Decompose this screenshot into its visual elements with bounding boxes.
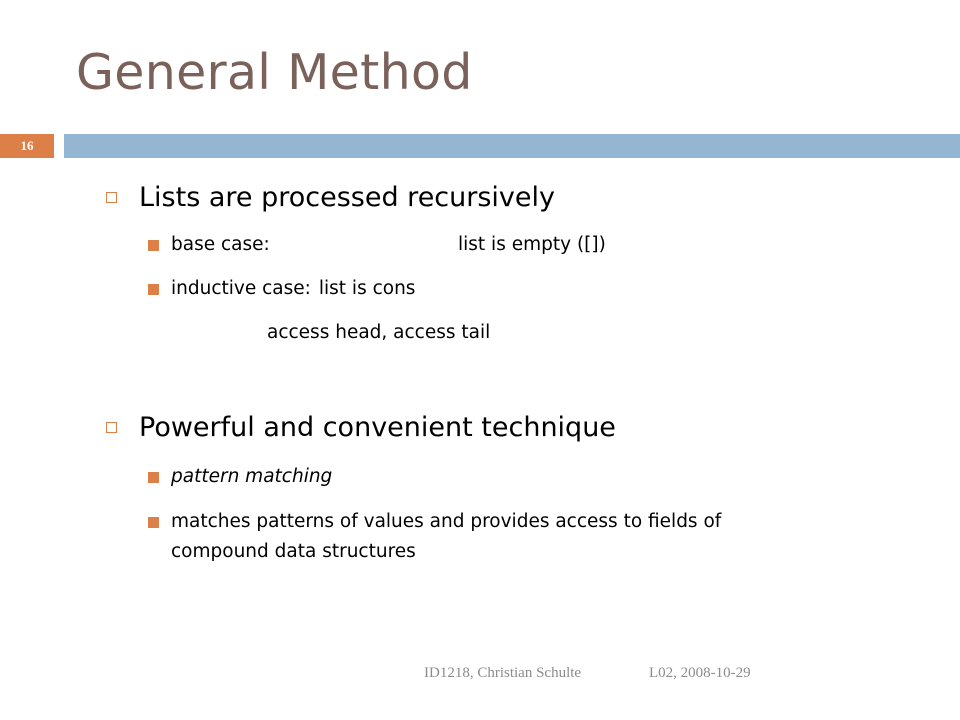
- filled-square-bullet-icon: [148, 240, 159, 251]
- sub-bullet-item: [148, 507, 731, 567]
- sub-bullet-text: matches patterns of values and provides access to fields of compound data structures: [171, 511, 722, 562]
- sub-bullet-label: base case:: [171, 234, 270, 255]
- bullet-text: Powerful and convenient technique: [139, 412, 616, 443]
- filled-square-bullet-icon: [148, 284, 159, 295]
- sub-bullet-value: list is empty ([]): [458, 234, 606, 255]
- sub-bullet-item: [148, 462, 332, 492]
- footer-course-author: ID1218, Christian Schulte: [424, 665, 582, 681]
- sub-bullet-item: [148, 230, 606, 260]
- bullet-item: [106, 412, 616, 443]
- filled-square-bullet-icon: [148, 517, 159, 528]
- sub-bullet-item: [148, 274, 415, 304]
- slide-title: General Method: [76, 44, 473, 101]
- filled-square-bullet-icon: [148, 472, 159, 483]
- sub-bullet-continuation: access head, access tail: [267, 322, 491, 343]
- sub-bullet-value: list is cons: [318, 278, 416, 299]
- slide-number-badge: [0, 134, 54, 158]
- title-rule-bar: [64, 134, 960, 158]
- hollow-square-bullet-icon: [106, 422, 117, 433]
- bullet-item: [106, 182, 555, 213]
- slide-number: 16: [20, 138, 34, 153]
- hollow-square-bullet-icon: [106, 192, 117, 203]
- sub-bullet-text: pattern matching: [171, 466, 333, 487]
- bullet-text: Lists are processed recursively: [139, 182, 555, 213]
- sub-bullet-label: inductive case:: [171, 278, 311, 299]
- footer-lecture-date: L02, 2008-10-29: [649, 665, 751, 681]
